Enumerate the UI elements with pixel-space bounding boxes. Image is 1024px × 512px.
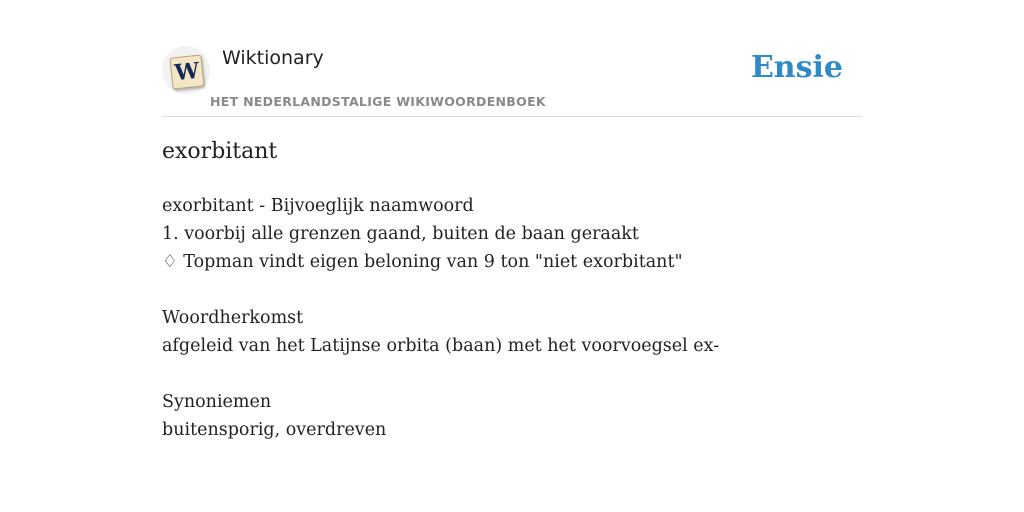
definition-heading: exorbitant - Bijvoeglijk naamwoord [162,196,474,216]
entry-content [162,192,862,444]
spacer [162,276,862,304]
wiktionary-logo[interactable] [162,46,210,94]
definition-text: 1. voorbij alle grenzen gaand, buiten de baan geraakt [162,224,639,244]
example-sentence: ♢ Topman vindt eigen beloning van 9 ton "niet exorbitant" [162,252,683,272]
etymology-heading: Woordherkomst [162,308,304,328]
site-name[interactable]: Wiktionary [222,47,324,69]
synonyms-text: buitensporig, overdreven [162,420,387,440]
ensie-brand-link[interactable]: Ensie [750,50,843,85]
site-header [162,44,862,117]
site-tagline: HET NEDERLANDSTALIGE WIKIWOORDENBOEK [210,94,546,109]
spacer [162,360,862,388]
wiktionary-w-tile-icon: W [169,54,204,89]
page-title: exorbitant [162,139,278,164]
etymology-text: afgeleid van het Latijnse orbita (baan) met het voorvoegsel ex- [162,336,720,356]
synonyms-heading: Synoniemen [162,392,272,412]
